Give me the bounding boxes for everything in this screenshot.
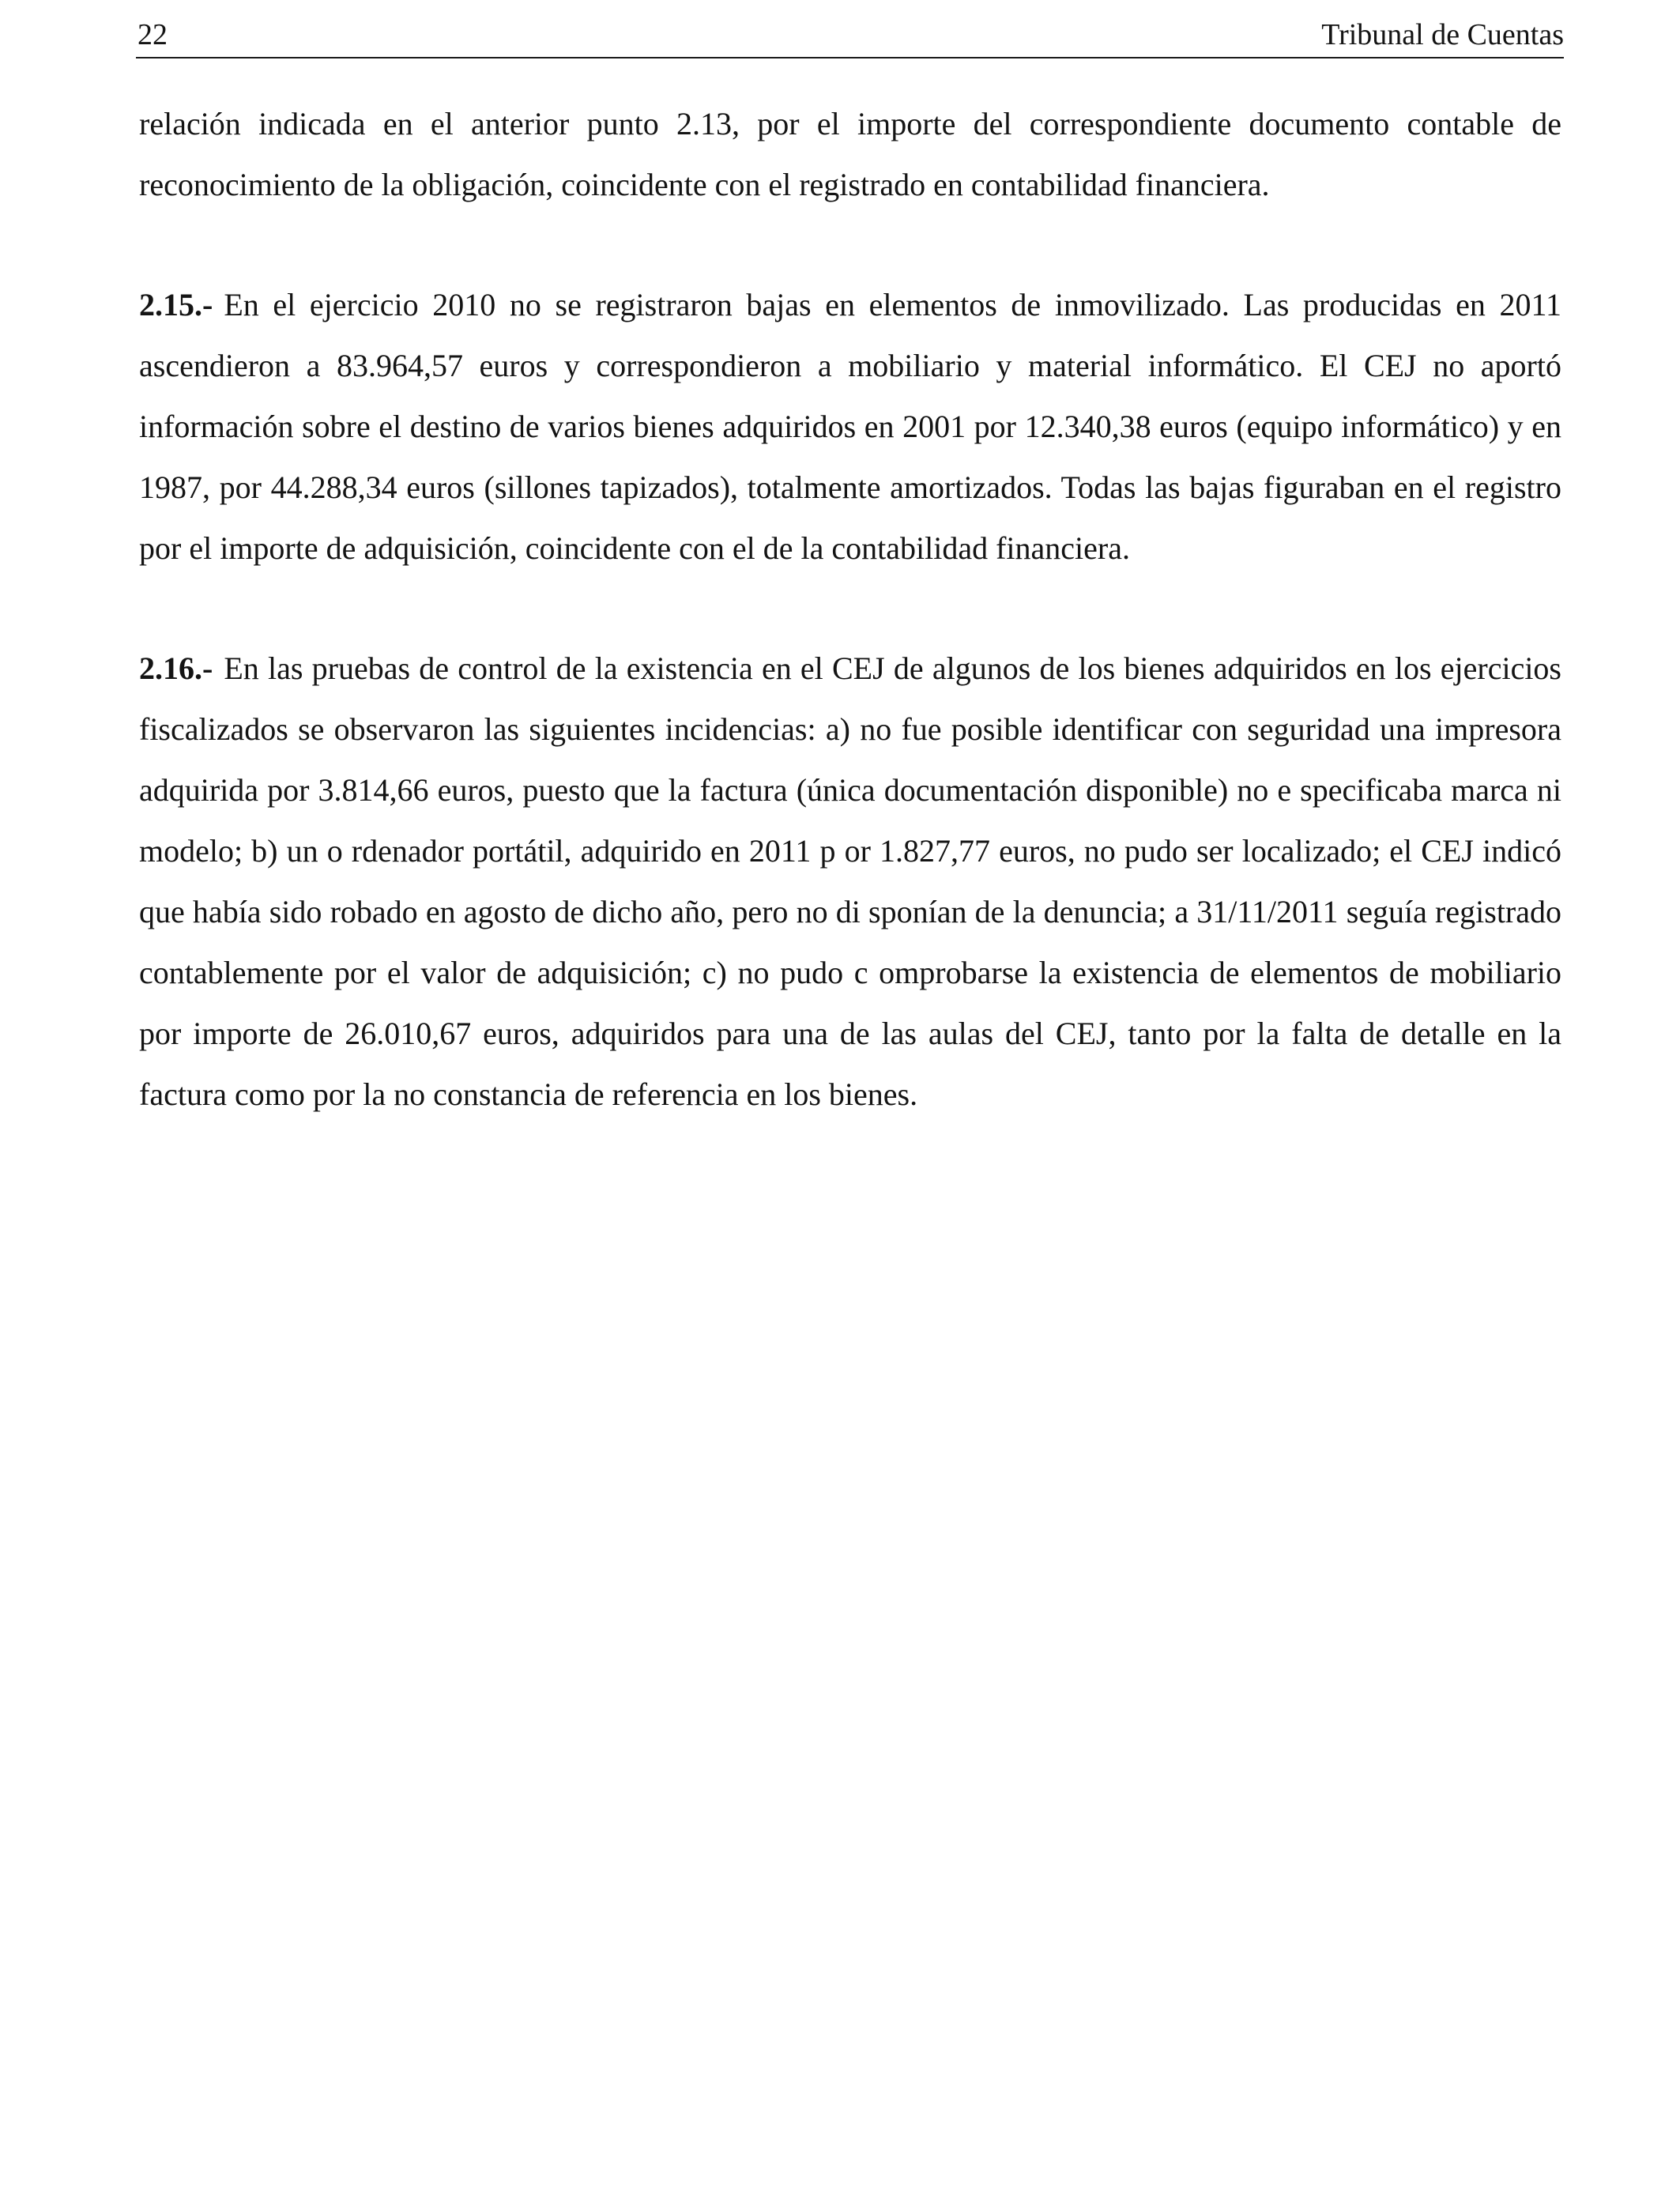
paragraph-text: En las pruebas de control de la existencia en el CEJ de algunos de los bienes adquiridos en los ejercicios fiscalizados se observaron las siguientes incidencias: a) no fue posible identificar con seguridad una impresora adquirida por 3.814,66 euros, puesto que la factura (única documentación disponible) no e specificaba marca ni modelo; b) un o rdenador portátil, adquirido en 2011 p or 1.827,77 euros, no pudo ser localizado; el CEJ indicó que había sido robado en agosto de dicho año, pero no di sponían de la denuncia; a 31/11/2011 seguía registrado contablemente por el valor de adquisición; c) no pudo c omprobarse la existencia de elementos de mobiliario por importe de 26.010,67 euros, adquiridos para una de las aulas del CEJ, tanto por la falta de detalle en la factura como por la no constancia de referencia en los bienes. <box>139 650 1561 1112</box>
section-number: 2.15.- <box>139 287 213 322</box>
paragraph-2-15 <box>139 274 1561 579</box>
page-header <box>136 16 1564 58</box>
running-title: Tribunal de Cuentas <box>1321 18 1564 51</box>
document-body <box>139 93 1561 1184</box>
section-number: 2.16.- <box>139 650 213 686</box>
paragraph-text: En el ejercicio 2010 no se registraron bajas en elementos de inmovilizado. Las producidas en 2011 ascendieron a 83.964,57 euros y correspondieron a mobiliario y material informático. El CEJ no aportó información sobre el destino de varios bienes adquiridos en 2001 por 12.340,38 euros (equipo informático) y en 1987, por 44.288,34 euros (sillones tapizados), totalmente amortizados. Todas las bajas figuraban en el registro por el importe de adquisición, coincidente con el de la contabilidad financiera. <box>139 287 1561 566</box>
paragraph-text: relación indicada en el anterior punto 2.13, por el importe del correspondiente documento contable de reconocimiento de la obligación, coincidente con el registrado en contabilidad financiera. <box>139 106 1561 202</box>
page-number: 22 <box>137 18 168 51</box>
paragraph-2-16 <box>139 638 1561 1125</box>
paragraph-continuation <box>139 93 1561 215</box>
